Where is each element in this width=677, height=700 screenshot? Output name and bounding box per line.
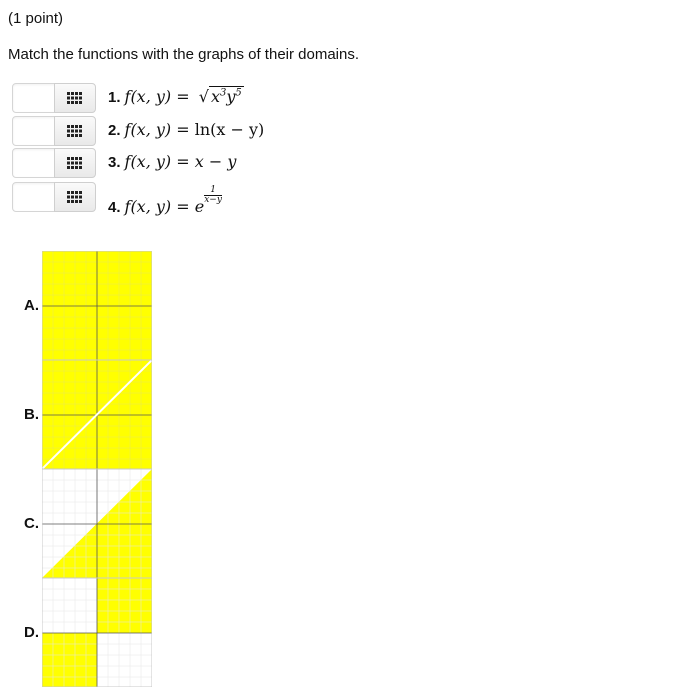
domain-region-q3: [42, 633, 97, 687]
graph-a: [42, 251, 152, 360]
function-1: [108, 87, 244, 106]
graph-d: [42, 578, 152, 687]
match-row-1: [12, 83, 432, 113]
function-3: [108, 152, 236, 171]
function-1-lhs: f(x, y) =: [124, 87, 195, 106]
grid-icon: [67, 125, 83, 137]
function-1-rhs: √ $x^3y^5$: [198, 87, 242, 106]
grid-menu-button-3[interactable]: [54, 148, 96, 178]
answer-select-1[interactable]: [12, 83, 94, 113]
graph-label-b: B.: [24, 406, 39, 423]
graph-c: [42, 469, 152, 578]
function-4: [108, 186, 222, 216]
graph-label-a: A.: [24, 297, 39, 314]
match-row-3: [12, 148, 432, 178]
graph-label-c: C.: [24, 515, 39, 532]
grid-menu-button-2[interactable]: [54, 116, 96, 146]
graph-b: [42, 360, 152, 469]
answer-select-3[interactable]: [12, 148, 94, 178]
domain-region-q1: [97, 578, 152, 633]
grid-icon: [67, 92, 83, 104]
function-1-number: 1.: [108, 89, 121, 106]
function-4-rhs: e $^{\frac{1}{x-y}}$: [194, 185, 222, 216]
instruction-text: Match the functions with the graphs of their domains.: [8, 46, 360, 63]
function-3-rhs: x − y: [194, 152, 237, 171]
grid-icon: [67, 157, 83, 169]
match-row-4: [12, 182, 432, 216]
graph-label-d: D.: [24, 624, 39, 641]
points-label: (1 point): [8, 10, 64, 27]
function-2-lhs: f(x, y) =: [124, 120, 195, 139]
function-2: [108, 120, 264, 139]
function-4-lhs: f(x, y) =: [124, 197, 195, 216]
answer-select-4[interactable]: [12, 182, 94, 212]
grid-icon: [67, 191, 83, 203]
function-3-number: 3.: [108, 154, 121, 171]
answer-select-2[interactable]: [12, 116, 94, 146]
grid-menu-button-1[interactable]: [54, 83, 96, 113]
grid-menu-button-4[interactable]: [54, 182, 96, 212]
function-2-rhs: ln(x − y): [194, 120, 265, 139]
function-3-lhs: f(x, y) =: [124, 152, 195, 171]
match-row-2: [12, 116, 432, 146]
function-4-number: 4.: [108, 199, 121, 216]
function-2-number: 2.: [108, 122, 121, 139]
